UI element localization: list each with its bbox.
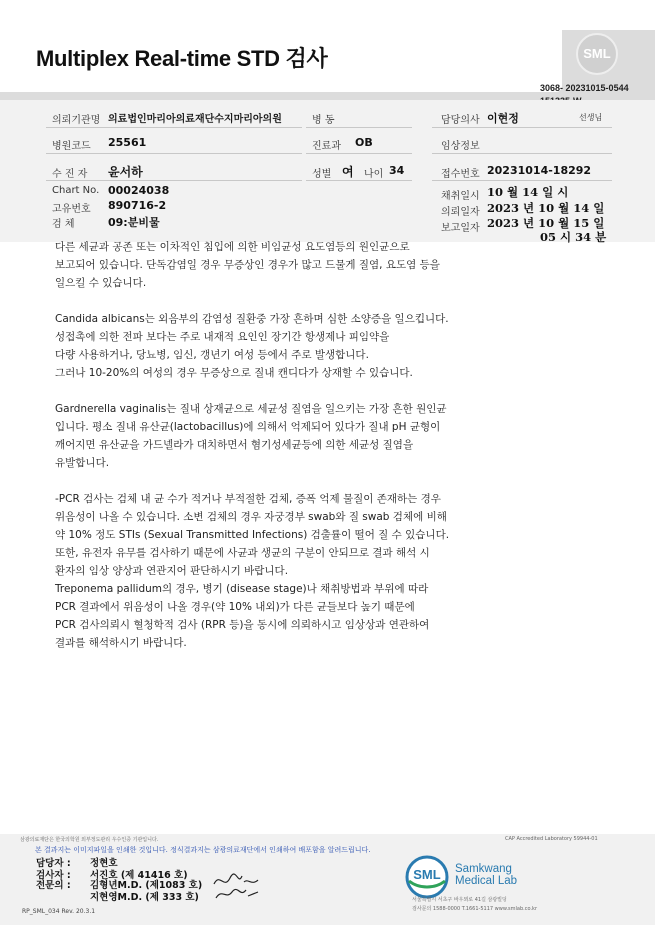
unique-value: 890716-2 (108, 199, 167, 212)
specimen-label: 검 체 (52, 219, 75, 230)
body-line: Gardnerella vaginalis는 질내 상재균으로 세균성 질염을 일으키는 가장 흔한 원인균 (55, 403, 447, 415)
reported-label: 보고일자 (441, 223, 480, 234)
sml-logo-icon (576, 33, 618, 75)
ward-label: 병 동 (312, 115, 335, 126)
body-line: 유발합니다. (55, 457, 110, 469)
divider (306, 153, 412, 154)
body-line: 위음성이 나올 수 있습니다. 소변 검체의 경우 자궁경부 swab와 질 swab 검체에 비해 (55, 511, 447, 523)
clinical-label: 임상정보 (441, 141, 480, 152)
body-paragraph (55, 310, 495, 382)
certification-note: 삼광의료재단은 한국의학원 외부정도관리 우수인증 기관입니다. (20, 837, 159, 843)
requested-value: 2023 년 10 월 14 일 (487, 201, 605, 215)
report-body (55, 238, 495, 670)
divider (306, 127, 412, 128)
department-label: 진료과 (312, 141, 341, 152)
body-line: 결과를 해석하시기 바랍니다. (55, 637, 187, 649)
divider (432, 180, 612, 181)
printout-warning: 본 결과지는 이미지파일을 인쇄한 것입니다. 정식결과지는 삼광의료재단에서 인쇄하여 배포함을 알려드립니다. (35, 846, 371, 854)
doctor-label: 담당의사 (441, 115, 480, 126)
body-line: Candida albicans는 외음부의 감염성 질환중 가장 흔하며 심한 소양증을 일으킵니다. (55, 313, 449, 325)
staff-label: 담당자 : (36, 858, 71, 869)
divider (46, 153, 302, 154)
requested-label: 의뢰일자 (441, 207, 480, 218)
receipt-label: 접수번호 (441, 169, 480, 180)
collected-value: 10 월 14 일 시 (487, 185, 569, 199)
cap-accreditation: CAP Accredited Laboratory 59944-01 (505, 836, 598, 842)
sex-value: 여 (342, 165, 354, 179)
divider (46, 180, 302, 181)
patient-label: 수 진 자 (52, 169, 88, 180)
sml-logo-text: SML (583, 46, 611, 61)
body-line: 입니다. 평소 질내 유산균(lactobacillus)에 의해서 억제되어 있다가 질내 pH 균형이 (55, 421, 441, 433)
staff-value: 정현호 (90, 858, 118, 869)
tester-value: 서진호 (제 41416 호) (90, 870, 188, 881)
body-line: PCR 결과에서 위음성이 나올 경우(약 10% 내외)가 다른 균들보다 높기 때문에 (55, 601, 415, 613)
divider (46, 127, 302, 128)
chart-label: Chart No. (52, 185, 100, 196)
lab-logo-icon (405, 855, 449, 899)
document-number-line1: 3068- 20231015-0544 (540, 83, 629, 93)
body-line: 환자의 임상 양상과 연관지어 판단하시기 바랍니다. (55, 565, 289, 577)
lab-address: 서울특별시 서초구 바우뫼로 41길 삼광빌딩 (412, 897, 507, 903)
tester-label: 검사자 : (36, 870, 71, 881)
specialist-2: 지현영M.D. (제 333 호) (90, 892, 199, 903)
body-line: 또한, 유전자 유무를 검사하기 때문에 사균과 생균의 구분이 안되므로 결과 해석 시 (55, 547, 430, 559)
body-paragraph (55, 490, 495, 652)
body-paragraph (55, 400, 495, 472)
body-line: 보고되어 있습니다. 단독감염일 경우 무증상인 경우가 많고 드물게 질염, 요도염 등을 (55, 259, 440, 271)
body-line: 일으킬 수 있습니다. (55, 277, 147, 289)
report-title: Multiplex Real-time STD 검사 (36, 46, 328, 71)
age-label: 나이 (364, 169, 384, 180)
age-value: 34 (389, 164, 405, 177)
lab-name (455, 863, 517, 887)
sex-label: 성별 (312, 169, 332, 180)
lab-logo-text: SML (413, 867, 441, 882)
body-line: 성접촉에 의한 전파 보다는 주로 내재적 요인인 장기간 항생제나 피임약을 (55, 331, 390, 343)
form-id: RP_SML_034 Rev. 20.3.1 (22, 908, 96, 915)
signature-icon (212, 868, 262, 902)
hospital-code-label: 병원코드 (52, 141, 91, 152)
chart-value: 00024038 (108, 184, 170, 197)
specialist-1: 김형년M.D. (제1083 호) (90, 880, 203, 891)
body-line: 다른 세균과 공존 또는 이차적인 침입에 의한 비임균성 요도염등의 원인균으로 (55, 241, 410, 253)
collected-label: 채취일시 (441, 191, 480, 202)
unique-label: 고유번호 (52, 204, 91, 215)
patient-value: 윤서하 (108, 165, 143, 179)
requester-label: 의뢰기관명 (52, 115, 101, 126)
department-value: OB (355, 136, 373, 149)
divider (432, 127, 612, 128)
divider (306, 180, 412, 181)
specialist-label: 전문의 : (36, 880, 71, 891)
reported-time: 05 시 34 분 (540, 230, 607, 244)
body-line: PCR 검사의뢰시 혈청학적 검사 (RPR 등)을 동시에 의뢰하시고 임상상과 연관하여 (55, 619, 430, 631)
receipt-value: 20231014-18292 (487, 164, 592, 177)
lab-name-line2: Medical Lab (455, 875, 518, 887)
body-paragraph (55, 238, 495, 292)
lab-contact: 검사문의 1588-0000 T.1661-5117 www.smlab.co.kr (412, 906, 537, 912)
doctor-value: 이현정 (487, 112, 519, 125)
body-line: 그러나 10-20%의 여성의 경우 무증상으로 질내 캔디다가 상재할 수 있습니다. (55, 367, 413, 379)
hospital-code-value: 25561 (108, 136, 147, 149)
body-line: 다량 사용하거나, 당뇨병, 임신, 갱년기 여성 등에서 주로 발생합니다. (55, 349, 369, 361)
lab-name-line1: Samkwang (455, 863, 512, 875)
specimen-value: 09:분비물 (108, 216, 160, 229)
doctor-suffix: 선생님 (579, 113, 603, 122)
requester-value: 의료법인마리아의료재단수지마리아의원 (108, 114, 282, 125)
body-line: 약 10% 정도 STIs (Sexual Transmitted Infections) 검출률이 떨어 질 수 있습니다. (55, 529, 450, 541)
body-line: Treponema pallidum의 경우, 병기 (disease stage)나 채취방법과 부위에 따라 (55, 583, 429, 595)
divider (432, 153, 612, 154)
body-line: -PCR 검사는 검체 내 균 수가 적거나 부적절한 검체, 증폭 억제 물질이 존재하는 경우 (55, 493, 441, 505)
reported-value: 2023 년 10 월 15 일 (487, 216, 605, 230)
body-line: 깨어지면 유산균을 가드넬라가 대치하면서 혐기성세균등에 의한 세균성 질염을 (55, 439, 414, 451)
